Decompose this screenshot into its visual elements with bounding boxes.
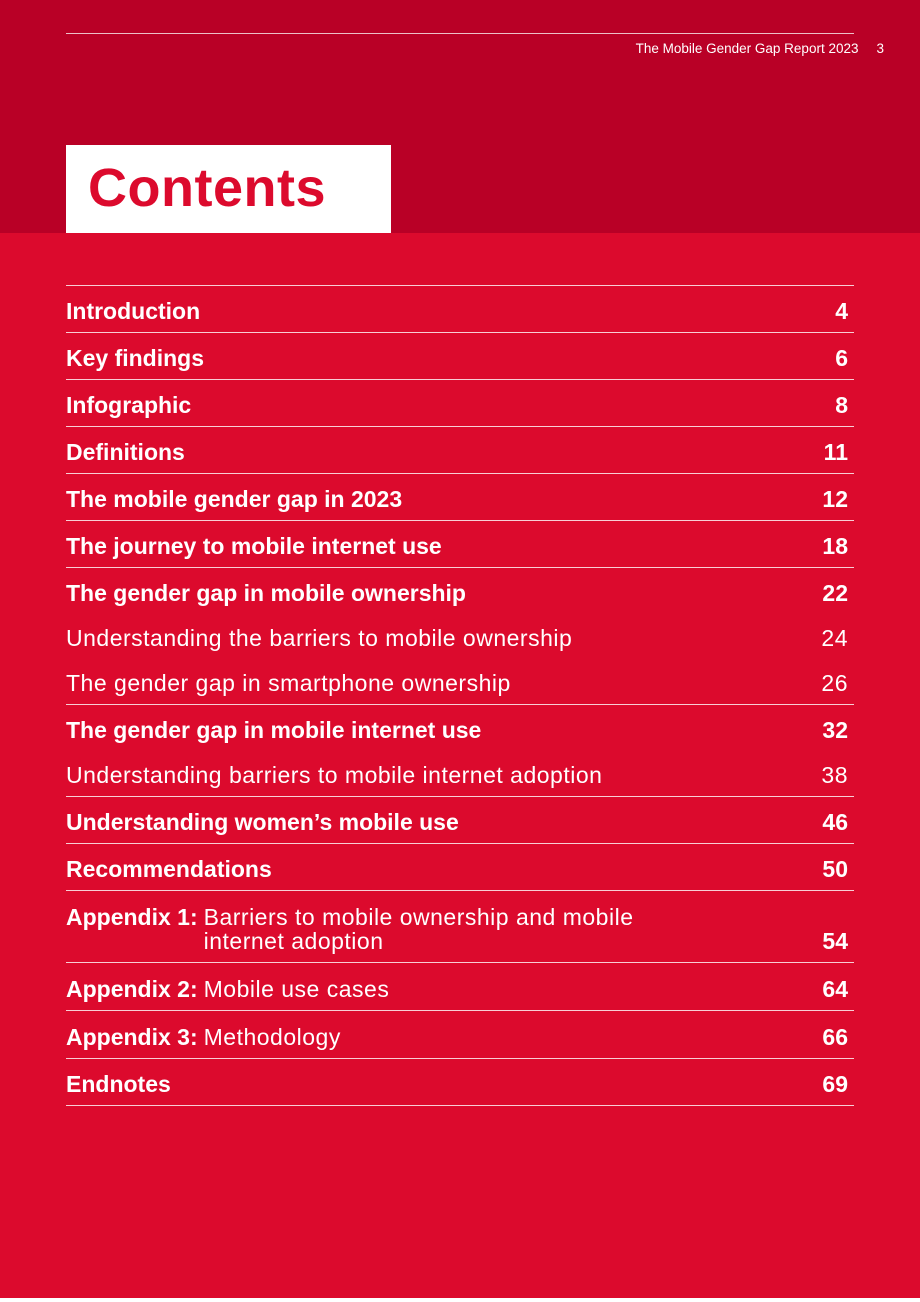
toc-appendix-label: Appendix 3: <box>66 1024 198 1050</box>
toc-entry-title: Understanding women’s mobile use <box>66 809 459 835</box>
toc-entry-page: 66 <box>822 1024 848 1050</box>
toc-subentry-title: Understanding barriers to mobile internet adoption <box>66 762 603 788</box>
bottom-edge <box>0 1298 920 1302</box>
toc-entry[interactable] <box>66 844 854 891</box>
running-head <box>636 41 884 56</box>
toc-subentry-page: 24 <box>821 625 848 651</box>
toc-entry[interactable] <box>66 380 854 427</box>
toc-entry-page: 4 <box>835 298 848 324</box>
toc-entry-page: 12 <box>822 486 848 512</box>
toc-entry-page: 50 <box>822 856 848 882</box>
toc-entry-page: 54 <box>822 928 848 954</box>
toc-appendix-title: Methodology <box>203 1024 341 1050</box>
report-title: The Mobile Gender Gap Report 2023 <box>635 41 859 56</box>
toc-entry-page: 11 <box>823 439 848 465</box>
toc-entry-appendix-1[interactable] <box>66 891 854 963</box>
toc-entry-appendix-3[interactable] <box>66 1011 854 1059</box>
toc-entry[interactable] <box>66 286 854 333</box>
toc-entry-title: The gender gap in mobile internet use <box>66 717 482 743</box>
toc-entry-title: Endnotes <box>66 1071 171 1097</box>
toc-entry-title: Definitions <box>66 439 185 465</box>
toc-entry-title: The mobile gender gap in 2023 <box>66 486 403 512</box>
toc-entry[interactable] <box>66 705 854 797</box>
toc-appendix-label: Appendix 2: <box>66 976 198 1002</box>
toc-entry[interactable] <box>66 521 854 568</box>
toc-subentry-page: 26 <box>821 670 848 696</box>
page-number: 3 <box>876 41 884 56</box>
toc-entry-page: 32 <box>822 717 848 743</box>
toc-subentry-page: 38 <box>821 762 848 788</box>
toc-entry-page: 69 <box>822 1071 848 1097</box>
toc-entry[interactable] <box>66 427 854 474</box>
toc-appendix-title: Barriers to mobile ownership and mobile internet adoption <box>203 904 634 954</box>
toc-entry[interactable] <box>66 568 854 705</box>
toc-appendix-label: Appendix 1: <box>66 904 198 930</box>
toc-entry[interactable] <box>66 1059 854 1106</box>
toc-entry[interactable] <box>66 333 854 380</box>
toc-entry-page: 22 <box>822 580 848 606</box>
toc-entry-title: Recommendations <box>66 856 272 882</box>
page-title: Contents <box>88 158 326 218</box>
table-of-contents <box>66 285 854 1106</box>
toc-entry-title: The journey to mobile internet use <box>66 533 442 559</box>
toc-entry[interactable] <box>66 797 854 844</box>
toc-subentry-title: Understanding the barriers to mobile ownership <box>66 625 573 651</box>
title-box <box>66 145 391 233</box>
toc-entry-title: Key findings <box>66 345 205 371</box>
header-rule <box>66 33 854 34</box>
toc-subentry[interactable] <box>66 627 848 650</box>
toc-entry-page: 6 <box>835 345 848 371</box>
toc-entry-page: 64 <box>822 976 848 1002</box>
toc-entry-title: Infographic <box>66 392 192 418</box>
toc-entry-title: Introduction <box>66 298 201 324</box>
toc-entry-title: The gender gap in mobile ownership <box>66 580 466 606</box>
toc-entry[interactable] <box>66 474 854 521</box>
toc-subentry[interactable] <box>66 764 848 787</box>
toc-entry-page: 18 <box>822 533 848 559</box>
toc-subentry-title: The gender gap in smartphone ownership <box>66 670 511 696</box>
toc-appendix-title: Mobile use cases <box>203 976 390 1002</box>
toc-entry-page: 8 <box>835 392 848 418</box>
toc-entry-appendix-2[interactable] <box>66 963 854 1011</box>
toc-subentry[interactable] <box>66 672 848 695</box>
toc-entry-page: 46 <box>822 809 848 835</box>
